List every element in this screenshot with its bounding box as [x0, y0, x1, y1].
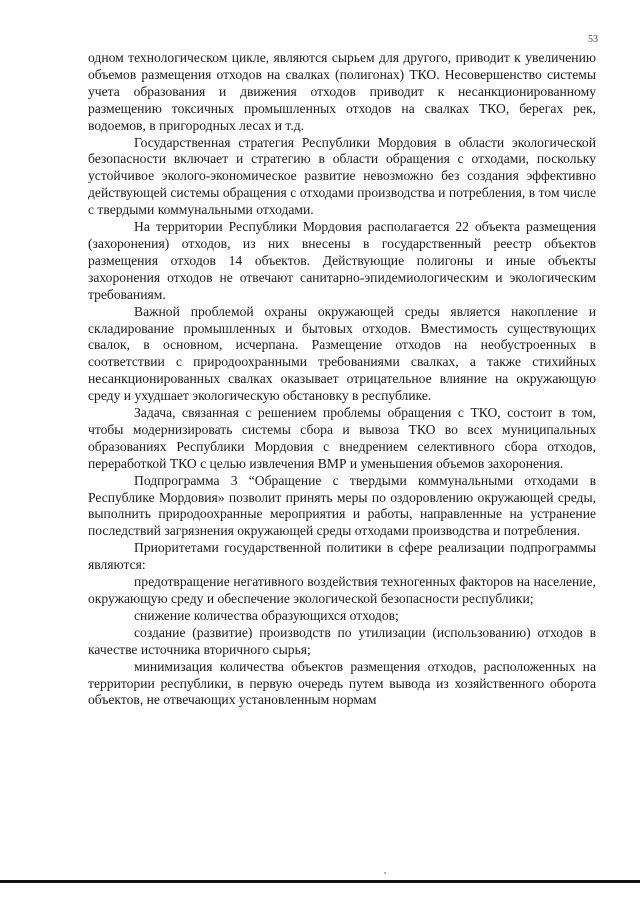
document-body: [88, 50, 596, 709]
paragraph: одном технологическом цикле, являются сырьем для другого, приводит к увеличению объемов размещения отходов на свалках (полигонах) ТКО. Несовершенство системы учета образования и движения отходов приводит к несанкционированному размещению токсичных промышленных отходов на свалках ТКО, берегах рек, водоемов, в пригородных лесах и т.д.: [88, 50, 596, 133]
page-number: 53: [588, 34, 598, 45]
list-item: снижение количества образующихся отходов;: [134, 607, 399, 623]
scan-edge-line: [0, 880, 640, 883]
paragraph: Приоритетами государственной политики в сфере реализации подпрограммы являются:: [88, 540, 596, 573]
paragraph: Задача, связанная с решением проблемы обращения с ТКО, состоит в том, чтобы модернизировать системы сбора и вывоза ТКО во всех муниципальных образованиях Республики Мордовия с внедрением селективного сбора отходов, переработкой ТКО с целью извлечения ВМР и уменьшения объемов захоронения.: [88, 405, 596, 471]
paragraph: На территории Республики Мордовия располагается 22 объекта размещения (захоронения) отходов, из них внесены в государственный реестр объектов размещения отходов 14 объектов. Действующие полигоны и иные объекты захоронения отходов не отвечают санитарно-эпидемиологическим и экологическим требованиям.: [88, 219, 596, 302]
list-item: минимизация количества объектов размещения отходов, расположенных на территории республики, в первую очередь путем вывода из хозяйственного оборота объектов, не отвечающих установленным нормам: [88, 658, 596, 708]
scan-speck: [384, 872, 386, 874]
paragraph: Важной проблемой охраны окружающей среды является накопление и складирование промышленных и бытовых отходов. Вместимость существующих свалок, в основном, исчерпана. Размещение отходов на необустроенных в соответствии с природоохранными требованиями свалках, а также стихийных несанкционированных свалках оказывает отрицательное влияние на окружающую среду и ухудшает экологическую обстановку в республике.: [88, 303, 596, 404]
list-item: создание (развитие) производств по утилизации (использованию) отходов в качестве источника вторичного сырья;: [88, 624, 596, 657]
list-item: предотвращение негативного воздействия техногенных факторов на население, окружающую среду и обеспечение экологической безопасности республики;: [88, 574, 596, 606]
paragraph: Государственная стратегия Республики Мордовия в области экологической безопасности включает и стратегию в области обращения с отходами, поскольку устойчивое эколого-экономическое развитие невозможно без создания эффективно действующей системы обращения с отходами производства и потребления, в том числе с твердыми коммунальными отходами.: [88, 134, 596, 218]
paragraph: Подпрограмма 3 “Обращение с твердыми коммунальными отходами в Республике Мордовия» позволит принять меры по оздоровлению окружающей среды, выполнить природоохранные мероприятия и работы, направленные на устранение последствий загрязнения окружающей среды отходами производства и потребления.: [88, 472, 596, 539]
